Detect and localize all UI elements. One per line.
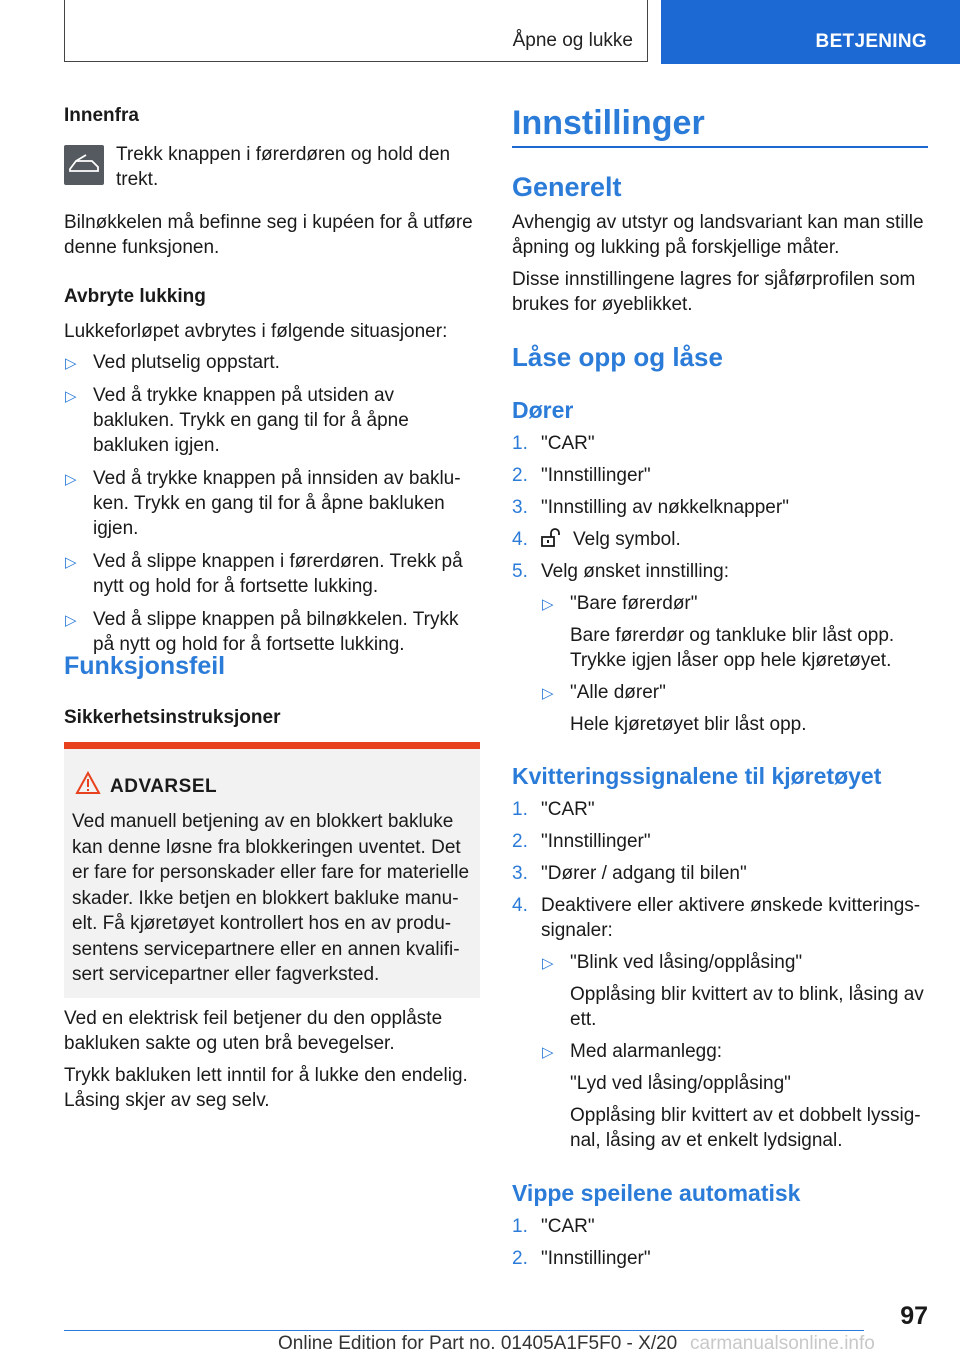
option-description: Bare førerdør og tankluke blir låst opp. Trykke igjen låser opp hele kjøretøyet. — [570, 625, 895, 671]
list-item: 5. Velg ønsket innstilling: — [512, 561, 729, 582]
laase-heading: Låse opp og låse — [512, 342, 723, 372]
avbryte-list — [64, 350, 480, 657]
triangle-bullet-icon: ▷ — [542, 685, 554, 702]
sub-list-item: ▷ "Alle dører" — [512, 680, 928, 705]
list-item: 2. "Innstillinger" — [512, 831, 651, 852]
triangle-bullet-icon: ▷ — [65, 355, 77, 372]
triangle-bullet-icon: ▷ — [65, 471, 77, 488]
innenfra-note: Bilnøkkelen må befinne seg i kupéen for å utføre denne funksjonen. — [64, 212, 473, 258]
vippe-heading: Vippe speilene automatisk — [512, 1180, 801, 1206]
triangle-bullet-icon: ▷ — [542, 955, 554, 972]
generelt-p1: Avhengig av utstyr og landsvariant kan man stille åpning og lukking på forskjellige måter. — [512, 212, 924, 258]
dorer-heading: Dører — [512, 397, 574, 423]
triangle-bullet-icon: ▷ — [65, 554, 77, 571]
list-item: 1. "CAR" — [512, 433, 595, 454]
list-item: 1. "CAR" — [512, 1216, 595, 1237]
header-section-title: Åpne og lukke — [512, 30, 633, 51]
sub-list-item: ▷ Med alarmanlegg: — [512, 1039, 928, 1064]
innenfra-step: Trekk knappen i førerdøren og hold den trekt. — [116, 144, 451, 190]
kvittering-heading: Kvitteringssignalene til kjøretøyet — [512, 763, 882, 789]
watermark: carmanualsonline.info — [690, 1333, 875, 1354]
funksjonsfeil-heading: Funksjonsfeil — [64, 652, 226, 680]
list-item: 1. "CAR" — [512, 799, 595, 820]
sub-list-item: ▷ "Bare førerdør" — [512, 591, 928, 616]
innenfra-heading: Innenfra — [64, 105, 139, 126]
triangle-bullet-icon: ▷ — [542, 1044, 554, 1061]
list-item: 3. "Innstilling av nøkkelknapper" — [512, 497, 789, 518]
list-item: 2. "Innstillinger" — [512, 1248, 651, 1269]
generelt-heading: Generelt — [512, 172, 622, 202]
sub-list-item: ▷ "Blink ved låsing/opplåsing" — [512, 950, 928, 975]
tailgate-button-icon — [64, 145, 104, 185]
list-item: 4. Deaktivere eller aktivere ønskede kvitteringssignaler: — [512, 895, 921, 941]
funksjonsfeil-para1: Ved en elektrisk feil betjener du den opplåste bakluken sakte og uten brå bevegelser. — [64, 1008, 443, 1054]
page-number: 97 — [900, 1302, 928, 1330]
header-chapter-tab — [661, 0, 960, 64]
unlock-icon — [541, 528, 563, 548]
list-item: ▷ Ved å trykke knappen på utsiden av bakluken. Trykk en gang til for å åpne bakluken igjen. — [65, 385, 409, 456]
triangle-bullet-icon: ▷ — [65, 612, 77, 629]
triangle-bullet-icon: ▷ — [542, 596, 554, 613]
title-rule — [512, 146, 928, 148]
avbryte-heading: Avbryte lukking — [64, 286, 206, 307]
avbryte-intro: Lukkeforløpet avbrytes i følgende situasjoner: — [64, 321, 448, 342]
list-item: ▷ Ved å trykke knappen på innsiden av bakluken. Trykk en gang til for å åpne bakluken igjen. — [65, 468, 461, 539]
warning-box — [64, 742, 480, 998]
warning-title: ADVARSEL — [110, 776, 218, 797]
kvittering-steps — [512, 797, 928, 1153]
footer-edition: Online Edition for Part no. 01405A1F5F0 - X/20 — [278, 1333, 678, 1354]
triangle-bullet-icon: ▷ — [65, 388, 77, 405]
funksjonsfeil-para2: Trykk bakluken lett inntil for å lukke den endelig. Låsing skjer av seg selv. — [64, 1065, 468, 1111]
option-label: "Lyd ved låsing/opplåsing" — [570, 1073, 791, 1094]
generelt-p2: Disse innstillingene lagres for sjåførprofilen som brukes for øyeblikket. — [512, 269, 916, 315]
list-item: ▷ Ved å slippe knappen på bilnøkkelen. Trykk på nytt og hold for å fortsette lukking. — [65, 609, 459, 655]
dorer-steps — [512, 431, 928, 737]
option-description: Opplåsing blir kvittert av to blink, låsing av ett. — [570, 984, 924, 1030]
list-item: 3. "Dører / adgang til bilen" — [512, 863, 747, 884]
list-item: 2. "Innstillinger" — [512, 465, 651, 486]
warning-text: Ved manuell betjening av en blokkert bakluke kan denne løsne fra blokkeringen uventet. Det er fare for personskader eller fare for materielle skader. Ikke betjen en blokkert bakluke manuelt. Få kjøretøyet kontrollert hos en av produsentens servicepartnere eller en annen kvalifisert servicepartner eller fagverksted. — [72, 811, 470, 985]
footer-rule — [64, 1330, 864, 1331]
sikkerhet-heading: Sikkerhetsinstruksjoner — [64, 707, 281, 728]
list-item: ▷ Ved å slippe knappen i førerdøren. Trekk på nytt og hold for å fortsette lukking. — [65, 551, 463, 597]
innstillinger-title: Innstillinger — [512, 104, 705, 142]
header-section-box — [64, 0, 648, 62]
list-item: ▷ Ved plutselig oppstart. — [64, 350, 480, 375]
header-chapter-label: BETJENING — [815, 31, 927, 52]
warning-triangle-icon — [75, 771, 101, 795]
list-item: 4. Velg symbol. — [512, 529, 681, 550]
option-description: Hele kjøretøyet blir låst opp. — [570, 714, 807, 735]
option-description: Opplåsing blir kvittert av et dobbelt lyssignal, låsing av et enkelt lydsignal. — [570, 1105, 921, 1151]
vippe-steps — [512, 1214, 928, 1271]
